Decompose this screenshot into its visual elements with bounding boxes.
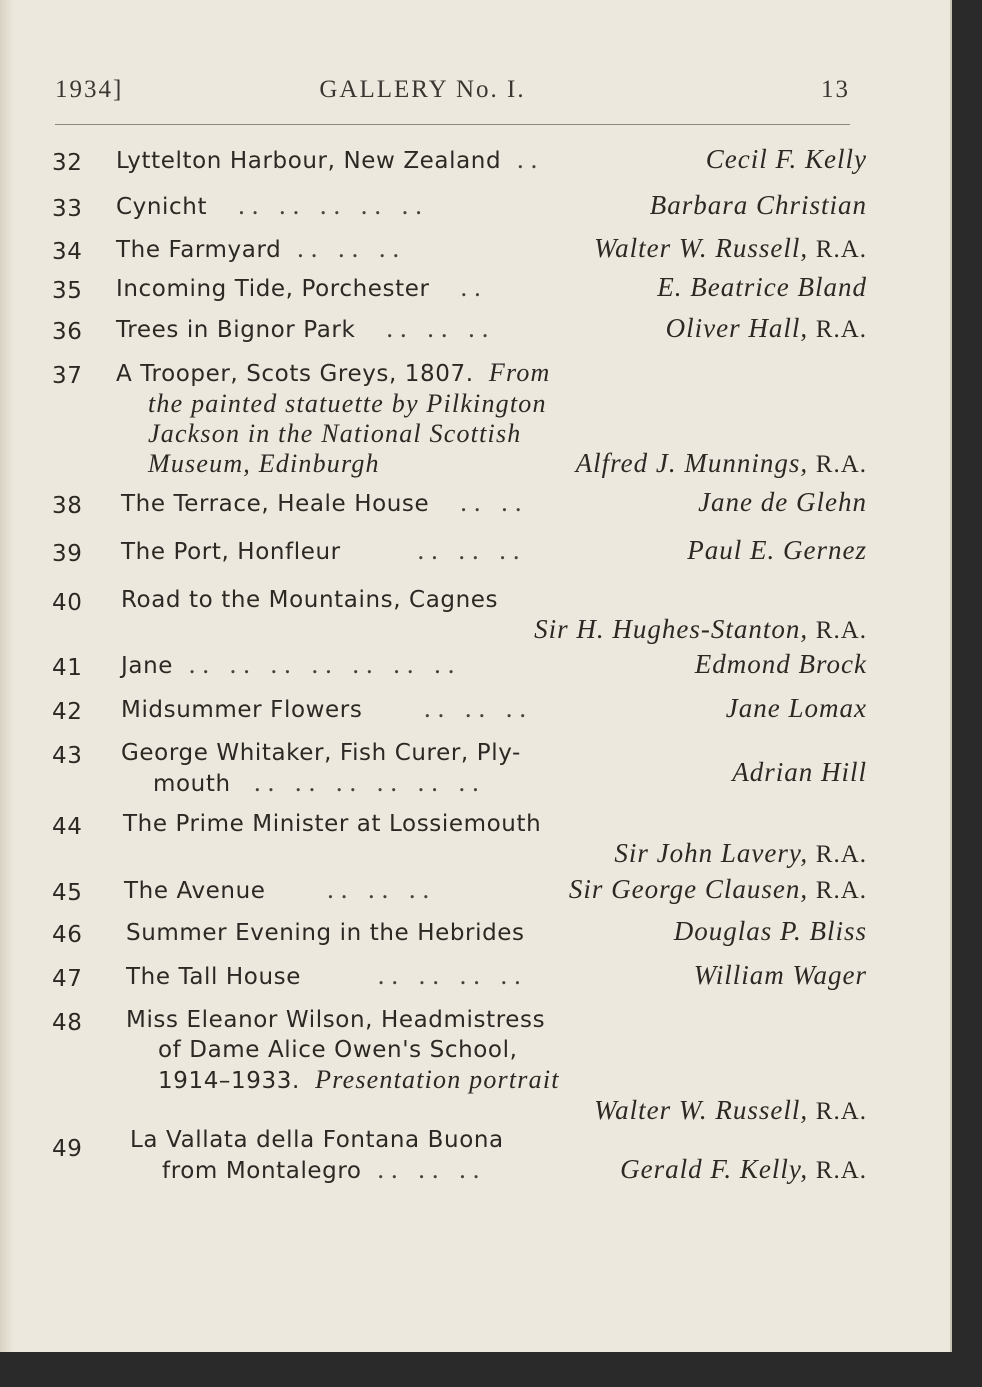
ra-suffix: R.A. [815, 617, 867, 644]
dot-leader: .. [460, 274, 488, 302]
entry-title: Summer Evening in the Hebrides [126, 920, 525, 946]
entry-title: The Port, Honfleur [121, 539, 341, 565]
entry-title-continued: mouth [153, 771, 231, 797]
dot-leader: .. .. .. [423, 695, 533, 723]
entry-number: 34 [52, 239, 83, 265]
catalogue-entry [52, 694, 867, 725]
catalogue-entry [52, 536, 867, 567]
dot-leader: .. .. .. .. .. .. [253, 769, 486, 797]
entry-title: Jane [121, 653, 174, 679]
catalogue-entry [52, 191, 867, 222]
entry-artist: Paul E. Gernez [687, 535, 867, 565]
entry-artist: Alfred J. Munnings, [575, 448, 809, 478]
entry-artist: Sir George Clausen, [568, 874, 809, 904]
catalogue-entry [52, 917, 867, 948]
entry-title: Incoming Tide, Porchester [116, 276, 430, 302]
entry-title: Lyttelton Harbour, New Zealand [116, 148, 502, 174]
entry-number: 32 [52, 150, 83, 176]
entry-note: Presentation portrait [315, 1065, 560, 1094]
dot-leader: .. .. [459, 489, 528, 517]
entry-title: Trees in Bignor Park [116, 317, 356, 343]
ra-suffix: R.A. [815, 841, 867, 868]
entry-title: George Whitaker, Fish Curer, Ply- [121, 740, 521, 766]
entry-number: 47 [52, 966, 83, 992]
dot-leader: .. .. .. .. .. [237, 192, 429, 220]
catalogue-entry [52, 314, 867, 345]
entry-artist: Barbara Christian [649, 190, 867, 220]
catalogue-entry [52, 1125, 867, 1186]
ra-suffix: R.A. [815, 1157, 867, 1184]
dot-leader: .. .. .. [385, 315, 495, 343]
entry-title-continued: from Montalegro [162, 1158, 362, 1184]
ra-suffix: R.A. [815, 236, 867, 263]
entry-title: The Prime Minister at Lossiemouth [123, 811, 542, 837]
entry-number: 42 [52, 699, 83, 725]
dot-leader: .. [516, 146, 544, 174]
entry-artist: Douglas P. Bliss [673, 916, 867, 946]
entry-note: From [488, 358, 551, 387]
dot-leader: .. .. .. [296, 235, 406, 263]
entry-number: 45 [52, 880, 83, 906]
entry-artist: Oliver Hall, [665, 313, 809, 343]
entry-title-continued: of Dame Alice Owen's School, [158, 1037, 518, 1063]
entry-artist: Walter W. Russell, [594, 1095, 809, 1125]
dot-leader: .. .. .. [376, 1156, 486, 1184]
entry-title: The Tall House [126, 964, 301, 990]
entry-number: 44 [52, 814, 83, 840]
dot-leader: .. .. .. [326, 876, 436, 904]
catalogue-entry [52, 809, 867, 869]
entry-title: Cynicht [116, 194, 208, 220]
entry-title: Midsummer Flowers [121, 697, 363, 723]
entry-title: La Vallata della Fontana Buona [130, 1127, 504, 1153]
catalogue-entry [52, 961, 867, 992]
entry-artist: E. Beatrice Bland [657, 272, 867, 302]
catalogue-entry [52, 738, 867, 799]
catalogue-entry [52, 650, 867, 681]
entry-title: The Farmyard [116, 237, 282, 263]
entry-title: Miss Eleanor Wilson, Headmistress [126, 1007, 546, 1033]
catalogue-entry [52, 145, 867, 176]
dot-leader: .. .. .. .. .. .. .. [188, 651, 461, 679]
entry-number: 49 [52, 1136, 83, 1162]
catalogue-entry [52, 234, 867, 265]
ra-suffix: R.A. [815, 451, 867, 478]
entry-number: 38 [52, 493, 83, 519]
header-rule [55, 124, 850, 125]
entry-number: 43 [52, 743, 83, 769]
entry-title: The Avenue [124, 878, 266, 904]
header-title: GALLERY No. I. [319, 76, 526, 103]
running-header [55, 76, 850, 116]
entry-number: 41 [52, 655, 83, 681]
entry-artist: Adrian Hill [732, 757, 867, 787]
entry-artist: Sir H. Hughes-Stanton, [534, 614, 809, 644]
entry-number: 40 [52, 590, 83, 616]
entry-artist: Gerald F. Kelly, [620, 1154, 809, 1184]
entry-number: 39 [52, 541, 83, 567]
entry-number: 48 [52, 1010, 83, 1036]
ra-suffix: R.A. [815, 877, 867, 904]
entry-note: the painted statuette by Pilkington [148, 389, 547, 418]
entry-title: A Trooper, Scots Greys, 1807. [116, 361, 474, 387]
catalogue-entry [52, 585, 867, 645]
entry-number: 46 [52, 922, 83, 948]
catalogue-entry [52, 273, 867, 304]
entry-artist: Edmond Brock [694, 649, 867, 679]
dot-leader: .. .. .. .. [377, 962, 528, 990]
catalogue-entry [52, 875, 867, 906]
entry-artist: Sir John Lavery, [614, 838, 809, 868]
entry-note: Museum, Edinburgh [148, 449, 380, 478]
entry-title: Road to the Mountains, Cagnes [121, 587, 499, 613]
dot-leader: .. .. .. [417, 537, 527, 565]
ra-suffix: R.A. [815, 316, 867, 343]
entry-artist: William Wager [693, 960, 867, 990]
entry-artist: Jane Lomax [725, 693, 867, 723]
ra-suffix: R.A. [815, 1098, 867, 1125]
entry-number: 37 [52, 363, 83, 389]
entry-number: 36 [52, 319, 83, 345]
entry-artist: Jane de Glehn [698, 487, 867, 517]
entry-number: 35 [52, 278, 83, 304]
entry-note: Jackson in the National Scottish [148, 419, 522, 448]
entry-artist: Walter W. Russell, [594, 233, 809, 263]
catalogue-entry [52, 358, 867, 479]
header-year: 1934] [55, 76, 124, 103]
entry-number: 33 [52, 196, 83, 222]
catalogue-entry [52, 488, 867, 519]
entry-artist: Cecil F. Kelly [705, 144, 867, 174]
catalogue-entry [52, 1005, 867, 1126]
page-number: 13 [821, 76, 850, 103]
entry-title-continued: 1914–1933. [158, 1068, 300, 1094]
entry-title: The Terrace, Heale House [121, 491, 430, 517]
